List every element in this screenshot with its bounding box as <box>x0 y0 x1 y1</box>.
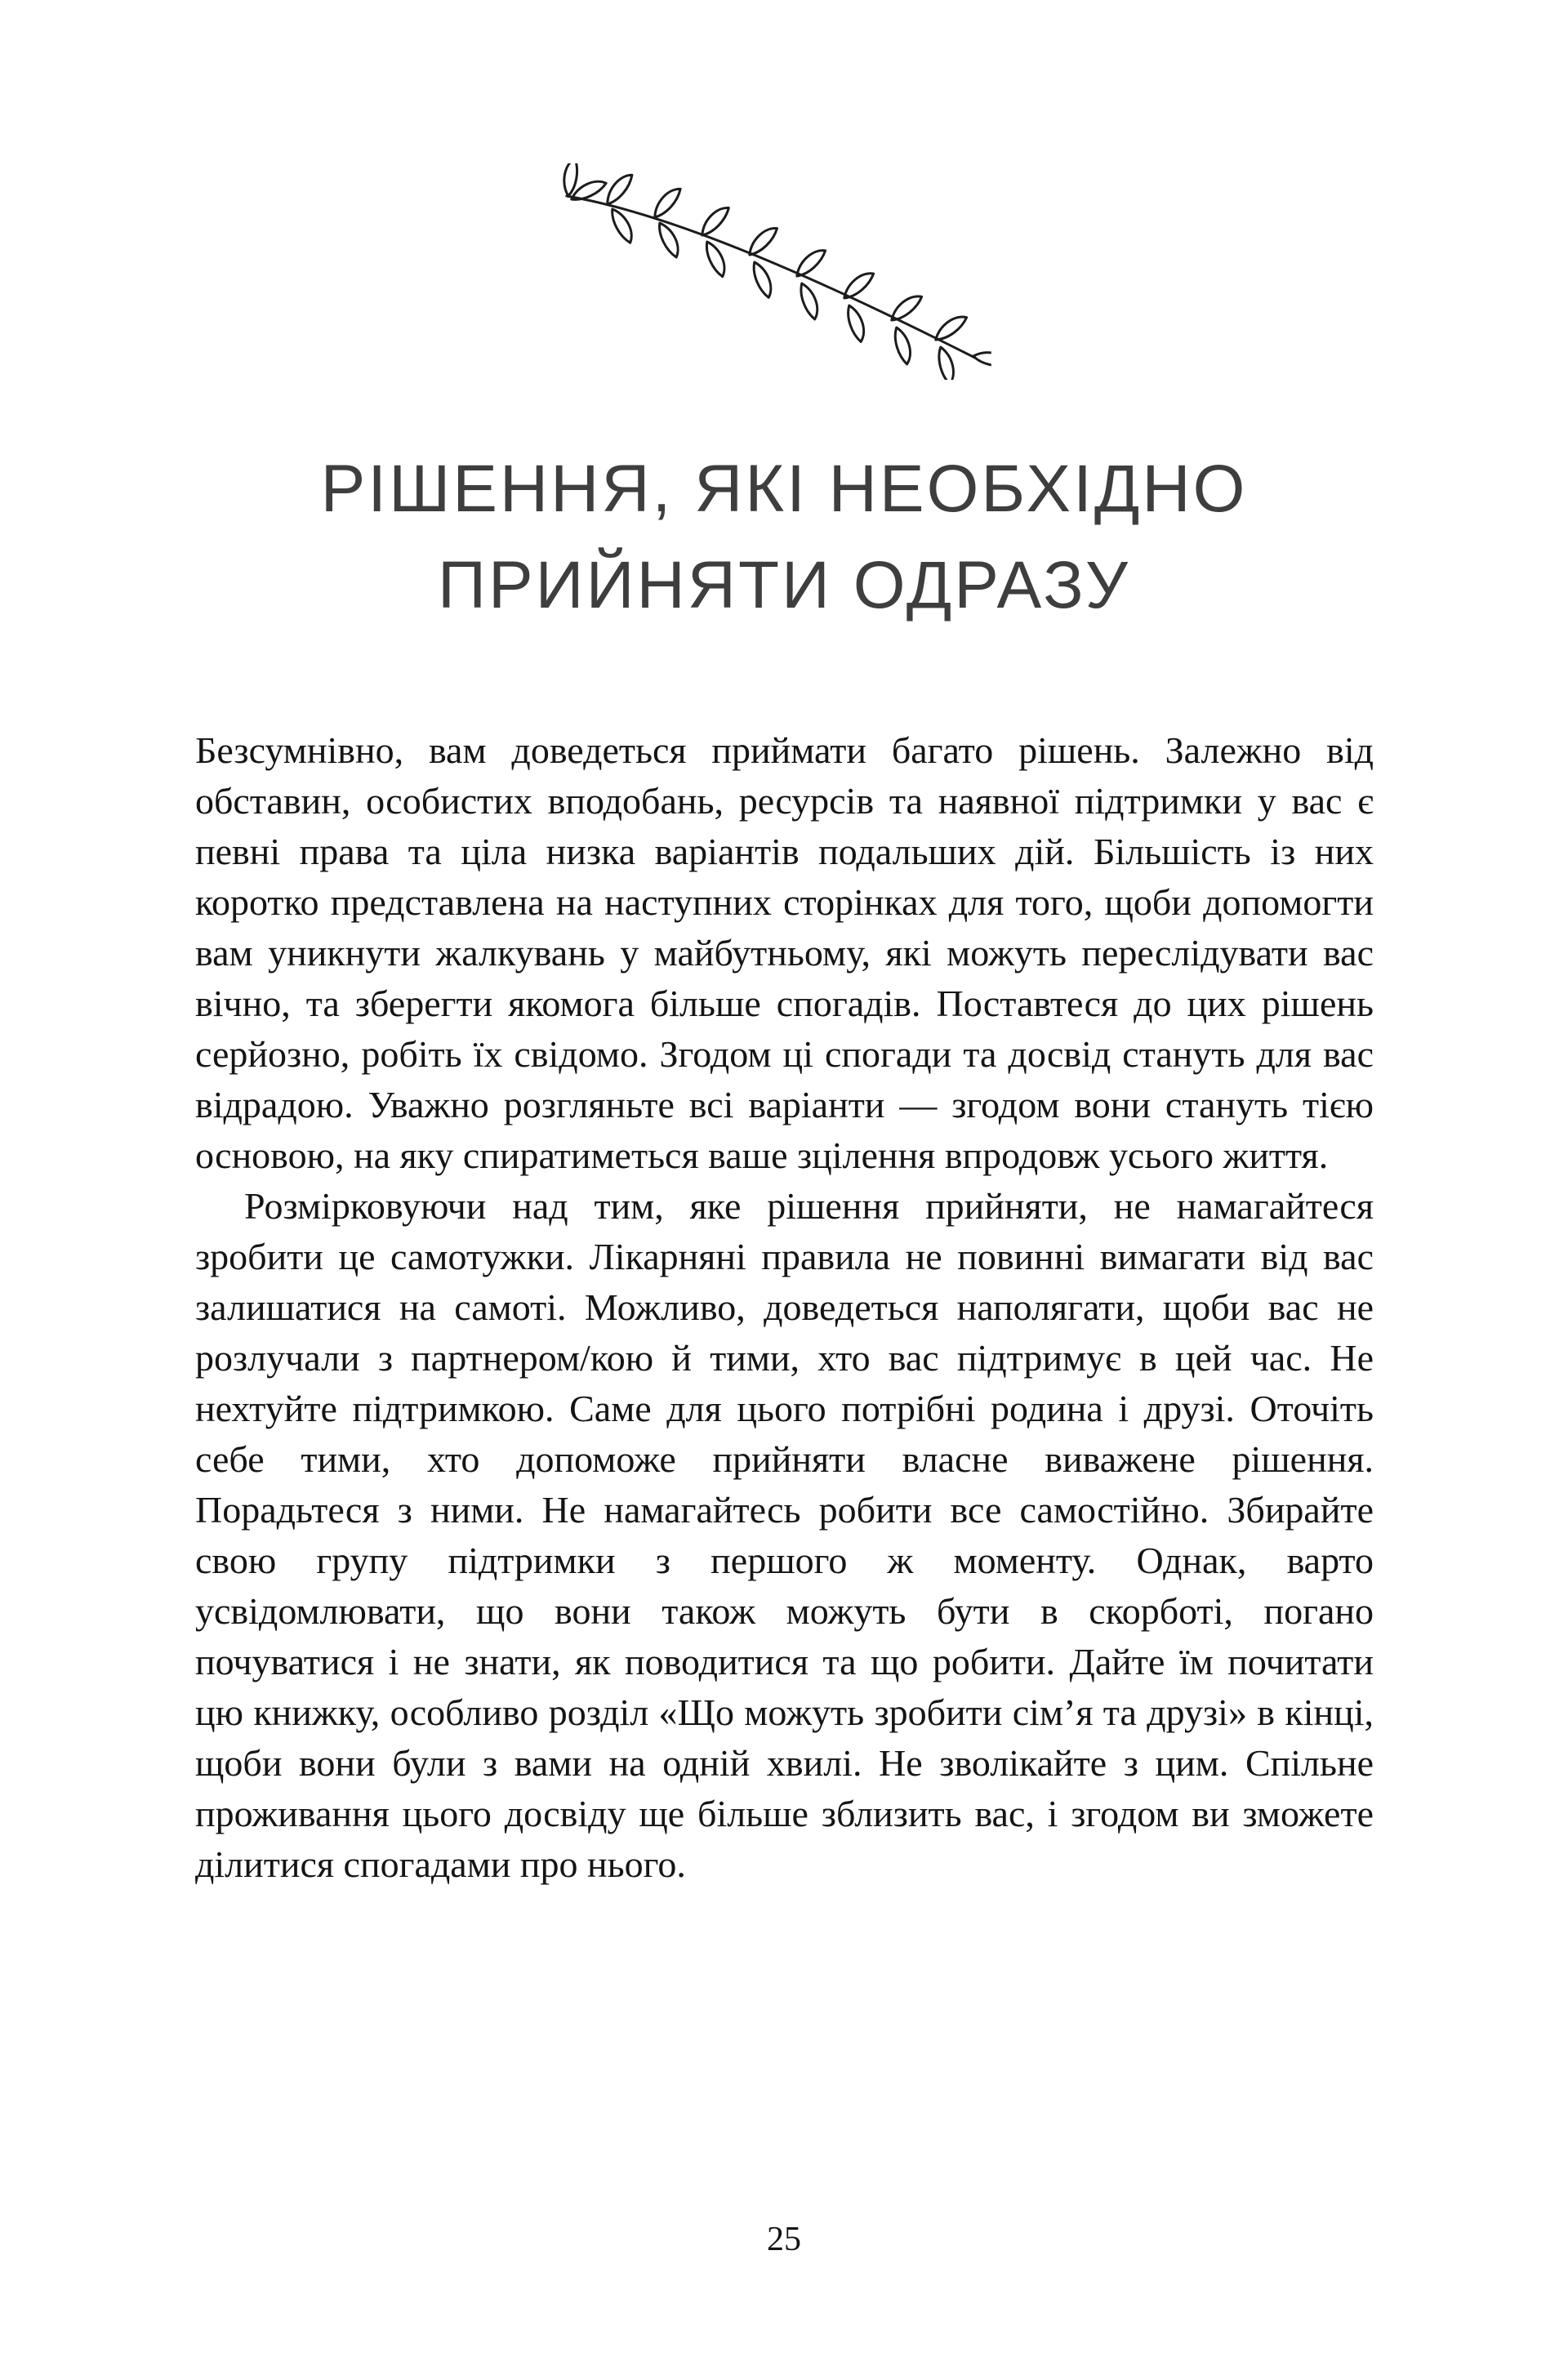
page-number: 25 <box>767 2221 801 2258</box>
chapter-body <box>195 725 1374 1890</box>
laurel-branch-icon <box>550 163 991 380</box>
paragraph-2: Розмірковуючи над тим, яке рішення прийняти, не намагайтеся зробити це самотужки. Лікарняні правила не повинні вимагати від вас залишатися на самоті. Можливо, доведеться наполягати, щоби вас не розлучали з партнером/кою й тими, хто вас підтримує в цей час. Не нехтуйте підтримкою. Саме для цього потрібні родина і друзі. Оточіть себе тими, хто допоможе прийняти власне виважене рішення. Порадьтеся з ними. Не намагайтесь робити все самостійно. Збирайте свою групу підтримки з першого ж моменту. Однак, варто усвідомлювати, що вони також можуть бути в скорботі, погано почуватися і не знати, як поводитися та що робити. Дайте їм почитати цю книжку, особливо розділ «Що можуть зробити сім’я та друзі» в кінці, щоби вони були з вами на одній хвилі. Не зволікайте з цим. Спільне проживання цього досвіду ще більше зблизить вас, і згодом ви зможете ділитися спогадами про нього. <box>195 1185 1374 1885</box>
chapter-title-line-1: РІШЕННЯ, ЯКІ НЕОБХІДНО <box>320 452 1248 526</box>
chapter-title-line-2: ПРИЙНЯТИ ОДРАЗУ <box>438 548 1130 622</box>
paragraph-1: Безсумнівно, вам доведеться приймати багато рішень. Залежно від обставин, особистих вподобань, ресурсів та наявної підтримки у вас є певні права та ціла низка варіантів подальших дій. Більшість із них коротко представлена на наступних сторінках для того, щоби допомогти вам уникнути жалкувань у майбутньому, які можуть переслідувати вас вічно, та зберегти якомога більше спогадів. Поставтеся до цих рішень серйозно, робіть їх свідомо. Згодом ці спогади та досвід стануть для вас відрадою. Уважно розгляньте всі варіанти — згодом вони стануть тією основою, на яку спиратиметься ваше зцілення впродовж усього життя. <box>195 729 1374 1176</box>
chapter-title <box>0 441 1568 634</box>
